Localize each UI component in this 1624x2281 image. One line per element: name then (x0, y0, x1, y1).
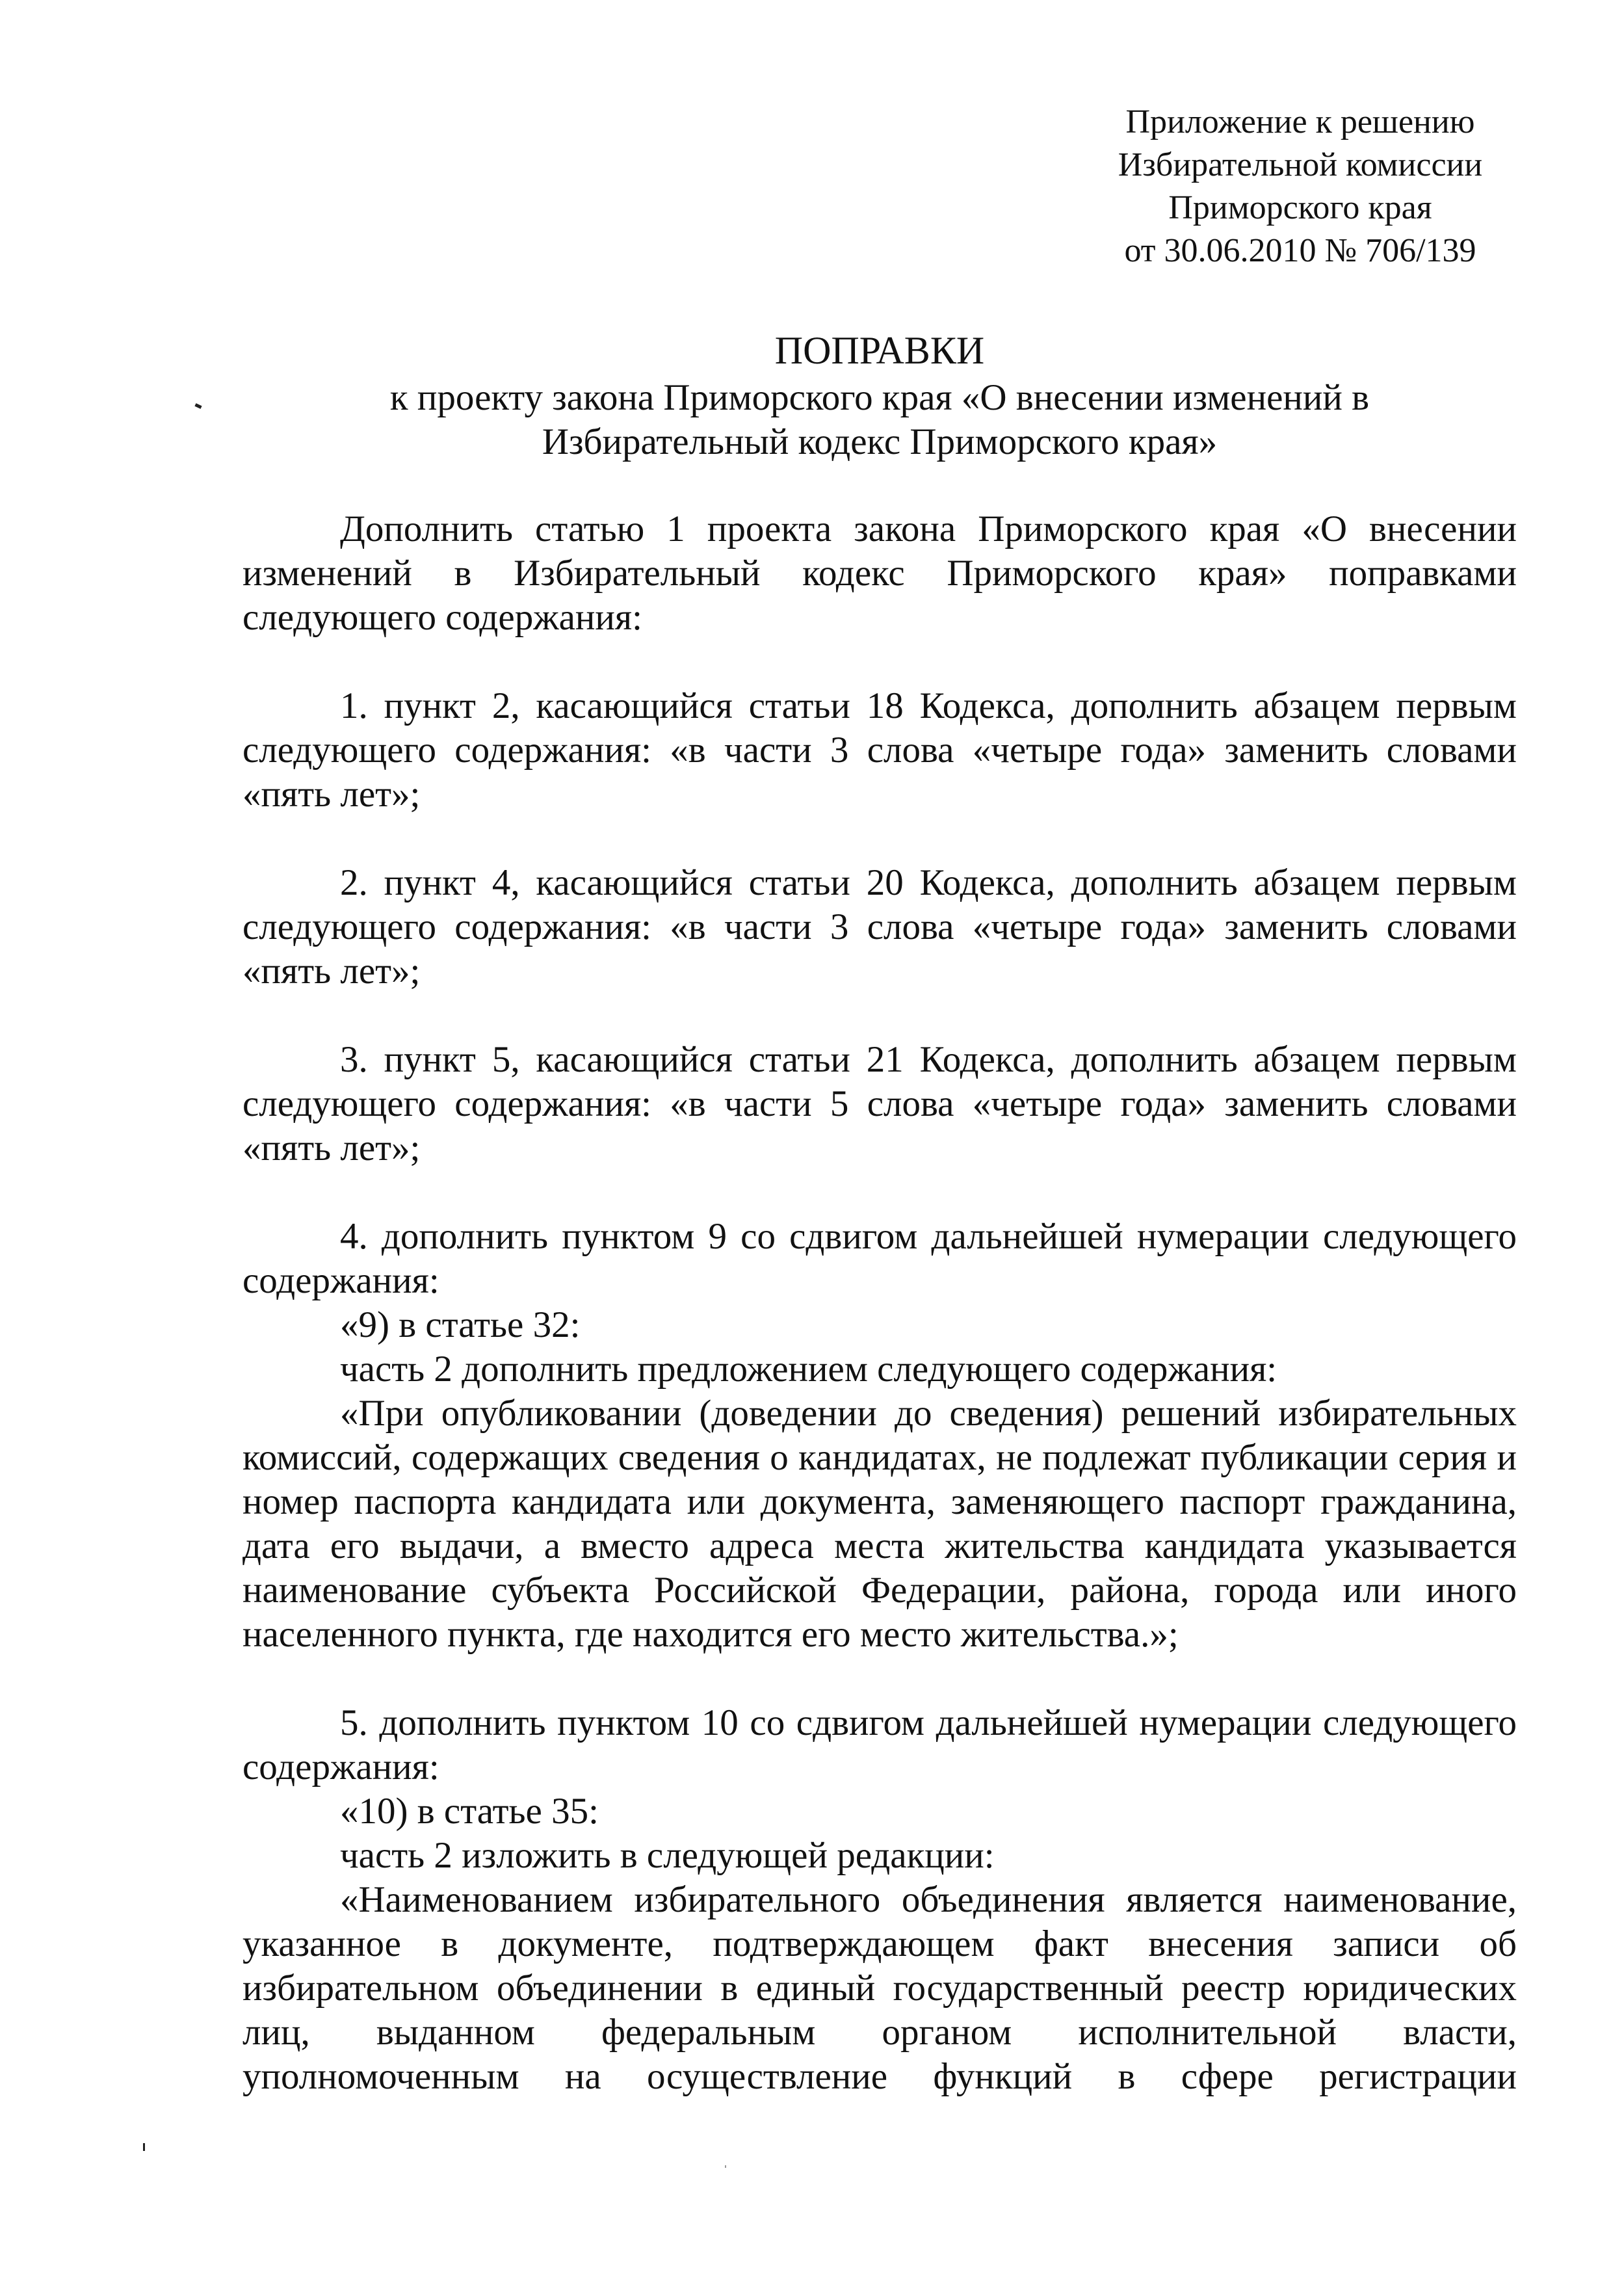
amendment-4-instruction: часть 2 дополнить предложением следующего содержания: (340, 1349, 1277, 1390)
scan-speck (143, 2143, 145, 2151)
header-line-date-number: от 30.06.2010 № 706/139 (1124, 232, 1476, 269)
title-subtitle-line-2: Избирательный кодекс Приморского края» (542, 421, 1218, 462)
scan-speck (725, 2165, 726, 2168)
amendment-5-instruction: часть 2 изложить в следующей редакции: (340, 1835, 995, 1876)
amendment-5-quote: «Наименованием избирательного объединения является наименование, указанное в документе, подтверждающем факт внесения записи об избирательном объединении в единый государственный реестр юридических лиц, выданном федеральным органом исполнительной власти, уполномоченным на осуществление функций в сфере регистрации (242, 1879, 1517, 2097)
document-title (242, 325, 1517, 464)
title-subtitle-line-1: к проекту закона Приморского края «О внесении изменений в (389, 377, 1370, 418)
amendment-3: 3. пункт 5, касающийся статьи 21 Кодекса, дополнить абзацем первым следующего содержания: «в части 5 слова «четыре года» заменить словами «пять лет»; (242, 1039, 1517, 1168)
amendment-4-quote: «При опубликовании (доведении до сведения) решений избирательных комиссий, содержащих сведения о кандидатах, не подлежат публикации серия и номер паспорта кандидата или документа, заменяющего паспорт гражданина, дата его выдачи, а вместо адреса места жительства кандидата указывается наименование субъекта Российской Федерации, района, города или иного населенного пункта, где находится его место жительства.»; (242, 1393, 1517, 1655)
title-main: ПОПРАВКИ (774, 329, 985, 372)
header-line-appendix: Приложение к решению (1125, 103, 1475, 140)
amendment-5-subheading: «10) в статье 35: (340, 1791, 599, 1832)
amendment-5: 5. дополнить пунктом 10 со сдвигом дальнейшей нумерации следующего содержания: (242, 1702, 1517, 1787)
scan-speck (194, 403, 202, 409)
document-body (242, 507, 1517, 2099)
amendment-4: 4. дополнить пунктом 9 со сдвигом дальнейшей нумерации следующего содержания: (242, 1216, 1517, 1301)
appendix-header (1066, 101, 1534, 272)
header-line-commission: Избирательной комиссии (1118, 146, 1483, 183)
intro-paragraph: Дополнить статью 1 проекта закона Приморского края «О внесении изменений в Избирательный кодекс Приморского края» поправками следующего содержания: (242, 508, 1517, 638)
amendment-4-subheading: «9) в статье 32: (340, 1304, 581, 1345)
header-line-region: Приморского края (1168, 189, 1432, 226)
amendment-1: 1. пункт 2, касающийся статьи 18 Кодекса, дополнить абзацем первым следующего содержания: «в части 3 слова «четыре года» заменить словами «пять лет»; (242, 685, 1517, 815)
amendment-2: 2. пункт 4, касающийся статьи 20 Кодекса, дополнить абзацем первым следующего содержания: «в части 3 слова «четыре года» заменить словами «пять лет»; (242, 862, 1517, 992)
